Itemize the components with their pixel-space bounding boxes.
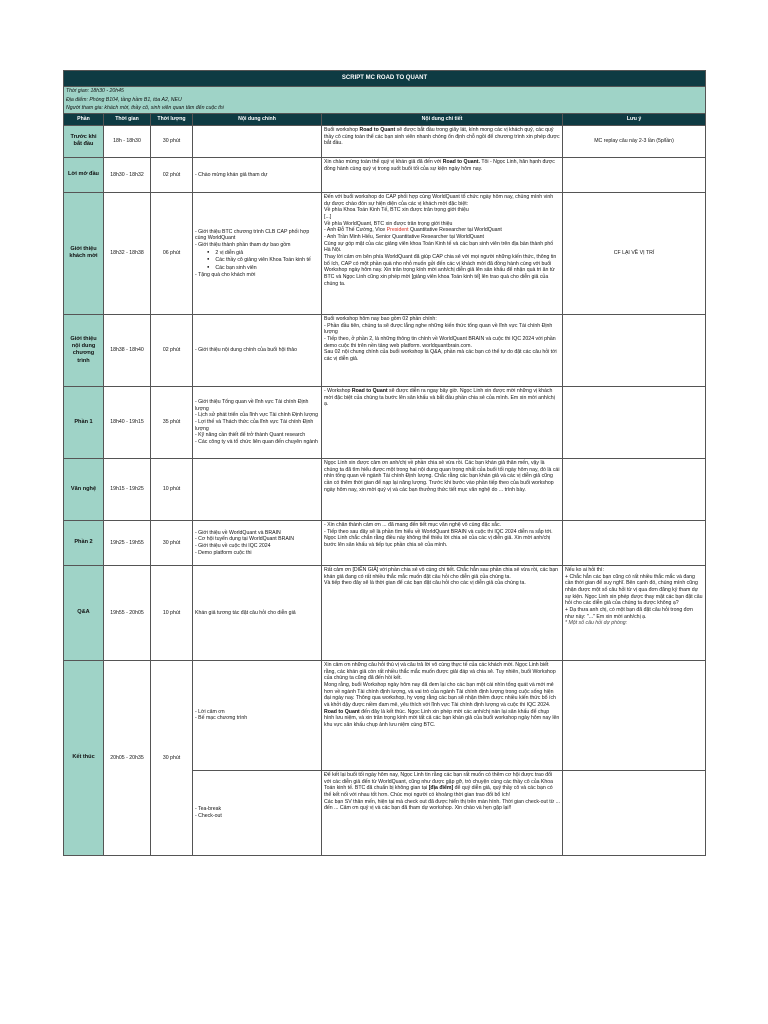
content-cell xyxy=(193,660,322,770)
text-run: [địa điểm] xyxy=(428,785,454,792)
info-participants: Người tham gia: khách mời, thầy cô, sinh viên quan tâm đến cuộc thi xyxy=(64,104,706,113)
detail-cell xyxy=(322,660,563,770)
text-line: - Giới thiệu nội dung chính của buổi hội thảo xyxy=(195,347,298,354)
text-line: - Giới thiệu về cuộc thi IQC 2024 xyxy=(195,542,271,549)
table-row xyxy=(64,157,706,192)
phase-cell: Phần 2 xyxy=(64,520,104,565)
paragraph xyxy=(324,529,560,549)
text-run: Road to Quant xyxy=(359,126,396,133)
paragraph xyxy=(324,709,560,729)
paragraph xyxy=(324,254,560,287)
text-line: - Giới thiệu về WorldQuant và BRAIN xyxy=(195,529,281,536)
text-line: - Chào mừng khán giả tham dự xyxy=(195,171,268,178)
time-cell: 19h55 - 20h05 xyxy=(104,565,151,660)
paragraph xyxy=(324,567,560,580)
paragraph xyxy=(324,194,560,207)
text-run: Thay lời cảm ơn bên phía WorldQuant đã giúp CAP chia sẻ với mọi người những kiến thức, thông tin bổ ích, CAP có một phần quà nho nhỏ muốn gửi đến các vị khách mời đã đồng hành cùng với buổi Workshop ngày hôm nay. Xin trân trọng kính mời anh/chị diễn giả lên sân khấu để nhận quà tri ân từ BTC và Ngọc Linh cũng xin phép mời [giảng viên khoa Toán kinh tế] lên trao quà cho diễn giả của chúng ta. xyxy=(324,253,557,287)
paragraph xyxy=(324,207,560,214)
table-row xyxy=(64,565,706,660)
time-cell: 18h32 - 18h38 xyxy=(104,192,151,314)
text-line: ● 2 vị diễn giả xyxy=(195,249,319,257)
paragraph xyxy=(324,522,560,529)
text-run: sẽ được bắt đầu trong giây lát, kính mong các vị khách quý, các quý thầy cô cùng toàn thể các bạn sinh viên nhanh chóng ổn định chỗ ngồi để chương trình xin phép được bắt đầu. xyxy=(324,126,560,147)
time-cell: 18h - 18h30 xyxy=(104,125,151,157)
text-run: Mong rằng, buổi Workshop ngày hôm nay đã đem lại cho các bạn một cái nhìn tổng quát và mới mẻ hơn về ngành Tài chính định lượng, và vai trò của ngành Tài chính định lượng trong cuộc sống hiện đại ngày nay. Thông qua workshop, hy vọng rằng các bạn sẽ nhận thêm được nhiều kiến thức bổ ích và khởi dậy được niềm đam mê, yêu thích với lĩnh vực Tài chính định lượng và cuộc thi IQC 2024. xyxy=(324,681,556,708)
duration-cell: 10 phút xyxy=(151,565,193,660)
text-line: - Lời cảm ơn xyxy=(195,708,225,715)
text-run: Road to Quant xyxy=(324,708,360,715)
text-line: + Dạ thưa anh chị, có một bạn đã đặt câu hỏi trong đơn như này: "..." Em xin mời anh/chị ạ. xyxy=(565,606,693,620)
paragraph xyxy=(324,460,560,493)
phase-cell: Kết thúc xyxy=(64,660,104,855)
text-line: - Check-out xyxy=(195,812,222,819)
text-run: Để kết lại buổi tối ngày hôm nay, Ngọc Linh tin rằng các bạn rất muốn có thêm cơ hội được trao đổi với các diễn giả đến từ WorldQuant, cũng như được gặp gỡ, trò chuyện cùng các thầy cô của Khoa Toán kinh tế. BTC đã chuẩn bị không gian tại xyxy=(324,771,554,792)
paragraph xyxy=(324,241,560,254)
script-table xyxy=(63,70,706,856)
time-cell: 18h38 - 18h40 xyxy=(104,314,151,386)
paragraph xyxy=(324,772,560,799)
time-cell: 18h30 - 18h32 xyxy=(104,157,151,192)
duration-cell: 02 phút xyxy=(151,314,193,386)
text-run: Tôi - Ngọc Linh, hân hạnh được đồng hành cùng quý vị trong suốt buổi tối của sự kiện ngày hôm nay. xyxy=(324,158,555,172)
content-cell xyxy=(193,520,322,565)
text-run: Về phía WorldQuant, BTC xin được trân trọng giới thiệu xyxy=(324,220,453,227)
paragraph xyxy=(324,349,560,362)
note-extra: * Một số câu hỏi dự phòng: xyxy=(565,620,628,627)
note-cell xyxy=(563,458,706,520)
duration-cell: 10 phút xyxy=(151,458,193,520)
note-cell xyxy=(563,386,706,458)
content-cell xyxy=(193,192,322,314)
text-run: Các bạn SV thân mến, hiện tại mà check out đã được hiển thị trên màn hình. Thời gian check-out từ ... đến ... Cảm ơn quý vị và các bạn đã tham dự workshop. Xin chào và hẹn gặp lại!! xyxy=(324,798,560,812)
phase-cell: Trước khi bắt đầu xyxy=(64,125,104,157)
text-run: President xyxy=(386,227,409,234)
paragraph xyxy=(324,234,560,241)
note-cell xyxy=(563,770,706,855)
page-title: SCRIPT MC ROAD TO QUANT xyxy=(64,71,706,87)
detail-cell xyxy=(322,157,563,192)
text-run: đến đây là kết thúc. Ngọc Linh xin phép mời các anh/chị nán lại sân khấu để chụp hình lưu niệm, và xin trân trọng kính mời tất cả các bạn khán giả của buổi workshop ngày hôm nay lên khu vực sân khấu chụp ảnh lưu niệm cùng BTC. xyxy=(324,708,560,728)
text-line: - Lợi thế và Thách thức của lĩnh vực Tài chính Định lượng xyxy=(195,419,314,432)
text-run: Về phía Khoa Toán Kinh Tế, BTC xin được trân trọng giới thiệu xyxy=(324,207,469,214)
content-cell xyxy=(193,458,322,520)
content-cell xyxy=(193,157,322,192)
phase-cell: Văn nghệ xyxy=(64,458,104,520)
text-run: Road to Quant xyxy=(351,387,388,394)
text-run: Buổi workshop xyxy=(324,126,360,133)
phase-cell: Lời mở đầu xyxy=(64,157,104,192)
note-cell xyxy=(563,192,706,314)
text-run: - Anh Đỗ Thế Cường, Vice xyxy=(324,227,387,234)
paragraph xyxy=(324,323,560,336)
time-cell: 19h25 - 19h55 xyxy=(104,520,151,565)
text-line: - Lịch sử phát triển của lĩnh vực Tài chính Định lượng xyxy=(195,412,319,419)
text-run: để quý diễn giả, quý thầy cô và các bạn có thể kết nối với nhau tốt hơn. Chúc mọi người có khoảng thời gian trao đổi bổ ích! xyxy=(324,785,553,798)
detail-cell xyxy=(322,520,563,565)
info-time: Thời gian: 18h30 - 20h45 xyxy=(64,87,706,96)
header-phase: Phần xyxy=(64,113,104,125)
note-cell xyxy=(563,565,706,660)
note-cell xyxy=(563,314,706,386)
content-cell xyxy=(193,565,322,660)
text-run: sẽ được diễn ra ngay bây giờ. Ngọc Linh xin được mời những vị khách mời đặc biệt của chúng ta bước lên sân khấu và bắt đầu phần chia sẻ của mình. Em xin mời anh/chị ạ. xyxy=(324,387,555,408)
note-cell xyxy=(563,660,706,770)
text-line: - Kỹ năng cần thiết để trở thành Quant research xyxy=(195,432,306,439)
content-cell xyxy=(193,770,322,855)
paragraph xyxy=(324,336,560,349)
text-run: Xin chào mừng toàn thể quý vị khán giả đã đến với xyxy=(324,158,443,165)
paragraph xyxy=(324,127,560,147)
time-cell: 20h05 - 20h35 xyxy=(104,660,151,855)
text-line: - Bế mạc chương trình xyxy=(195,715,248,722)
text-run: Ngọc Linh xin được cảm ơn anh/chị về phần chia sẻ vừa rồi. Các bạn khán giả thân mến, vậy là chúng ta đã tìm hiểu được một trong hai nội dung quan trọng nhất của buổi tối ngày hôm nay, đó là cái nhìn tổng quan về ngành Tài chính Định lượng. Chắc rằng các bạn khán giả và các vị diễn giả cũng cần có thêm thời gian để nạp lại năng lượng. Trước khi bước vào phần tiếp theo của buổi workshop ngày hôm nay, xin mời quý vị và các bạn thưởng thức tiết mục văn nghệ do ... trình bày. xyxy=(324,459,560,493)
text-run: - Anh Trần Minh Hiếu, Senior Quantitative Researcher tại WorldQuant xyxy=(324,233,484,240)
content-cell xyxy=(193,125,322,157)
content-cell xyxy=(193,386,322,458)
paragraph xyxy=(324,799,560,812)
text-line: + Chắc hẳn các bạn cũng có rất nhiều thắc mắc và đang cần thời gian để suy nghĩ. Bên cạnh đó, chúng mình cũng nhận được một số câu hỏi từ vị qua đơn đăng ký tham dự sự kiện. Ngọc Linh xin phép được thay mặt các bạn đặt câu hỏi cho các diễn giả của chúng ta được không ạ? xyxy=(565,573,703,607)
text-line: Nếu ko ai hỏi thì: xyxy=(565,566,604,573)
text-run: Đến với buổi workshop do CAP phối hợp cùng WorldQuant tổ chức ngày hôm nay, chúng mình vinh dự được chào đón sự hiện diện của các vị khách mời đặc biệt: xyxy=(324,193,554,207)
text-line: MC replay câu này 2-3 lần (5p/lần) xyxy=(594,138,674,145)
paragraph xyxy=(324,316,560,323)
text-line: - Tea-break xyxy=(195,806,222,813)
table-row xyxy=(64,386,706,458)
text-run: Rất cảm ơn [DIỄN GIẢ] với phần chia sẻ vô cùng chi tiết. Chắc hẳn sau phần chia sẻ vừa rồi, các bạn khán giả đang có rất nhiều thắc mắc muốn đặt câu hỏi cho diễn giả của chúng ta. xyxy=(324,566,559,580)
duration-cell: 35 phút xyxy=(151,386,193,458)
paragraph xyxy=(324,682,560,709)
text-run: Buổi workshop hôm nay bao gồm 02 phần chính: xyxy=(324,315,437,322)
text-run: - Xin chân thành cảm ơn ... đã mang đến tiết mục văn nghệ vô cùng đặc sắc. xyxy=(324,521,501,528)
time-cell: 18h40 - 19h15 xyxy=(104,386,151,458)
paragraph xyxy=(324,227,560,234)
header-content: Nội dung chính xyxy=(193,113,322,125)
text-line: - Giới thiệu Tổng quan về lĩnh vực Tài chính Định lượng xyxy=(195,399,309,412)
text-line: - Tặng quà cho khách mời xyxy=(195,271,256,278)
table-row xyxy=(64,660,706,770)
duration-cell: 30 phút xyxy=(151,125,193,157)
detail-cell xyxy=(322,314,563,386)
phase-cell: Giới thiệu nội dung chương trình xyxy=(64,314,104,386)
phase-cell: Giới thiệu khách mời xyxy=(64,192,104,314)
text-line: - Demo platform cuộc thi xyxy=(195,549,252,556)
header-detail: Nội dung chi tiết xyxy=(322,113,563,125)
duration-cell: 30 phút xyxy=(151,520,193,565)
time-cell: 19h15 - 19h25 xyxy=(104,458,151,520)
table-row xyxy=(64,125,706,157)
table-row xyxy=(64,520,706,565)
detail-cell xyxy=(322,125,563,157)
paragraph xyxy=(324,388,560,408)
text-run: - Workshop xyxy=(324,387,352,394)
note-cell xyxy=(563,520,706,565)
paragraph xyxy=(324,580,560,587)
text-run: Và tiếp theo đây sẽ là thời gian để các bạn đặt câu hỏi cho các vị diễn giả của chúng ta. xyxy=(324,580,526,587)
text-run: - Tiếp theo, ở phần 2, là những thông tin chính về WorldQuant BRAIN và cuộc thi IQC 2024 với phần demo cuộc thi trên nền tảng web platform. worldquantbrain.com. xyxy=(324,335,556,349)
table-row xyxy=(64,192,706,314)
text-run: Sau 02 nội chung chính của buổi workshop là Q&A, phần mà các bạn có thể tự do đặt các câu hỏi tới các vị diễn giả. xyxy=(324,349,557,362)
text-line: - Giới thiệu thành phần tham dự bao gồm xyxy=(195,241,291,248)
duration-cell: 06 phút xyxy=(151,192,193,314)
duration-cell: 30 phút xyxy=(151,660,193,855)
text-line: - Giới thiệu BTC chương trình CLB CAP phối hợp cùng WorldQuant xyxy=(195,228,310,242)
paragraph xyxy=(324,159,560,172)
header-time: Thời gian xyxy=(104,113,151,125)
script-sheet xyxy=(63,70,705,856)
text-line: ● Các bạn sinh viên xyxy=(195,264,319,272)
note-cell xyxy=(563,125,706,157)
phase-cell: Phần 1 xyxy=(64,386,104,458)
header-duration: Thời lượng xyxy=(151,113,193,125)
table-row xyxy=(64,458,706,520)
text-run: Cùng sự góp mặt của các giảng viên khoa Toán Kinh tế và các bạn sinh viên trên địa bàn thành phố Hà Nội. xyxy=(324,240,554,254)
detail-cell xyxy=(322,386,563,458)
detail-cell xyxy=(322,192,563,314)
text-line: Khán giả tương tác đặt câu hỏi cho diễn giả xyxy=(195,609,296,616)
paragraph xyxy=(324,214,560,221)
text-run: - Phần đầu tiên, chúng ta sẽ được lắng nghe những kiến thức tổng quan về lĩnh vực Tài chính Định lượng xyxy=(324,322,553,336)
info-location: Địa điểm: Phòng B104, tầng hầm B1, tòa A2, NEU xyxy=(64,96,706,105)
paragraph xyxy=(324,662,560,682)
detail-cell xyxy=(322,770,563,855)
note-cell xyxy=(563,157,706,192)
phase-cell: Q&A xyxy=(64,565,104,660)
text-line: CF LẠI VỀ VỊ TRÍ xyxy=(613,250,655,257)
text-run: Road to Quant. xyxy=(442,158,480,165)
content-cell xyxy=(193,314,322,386)
text-line: - Các công ty và tổ chức liên quan đến chuyên ngành xyxy=(195,439,318,446)
text-run: [...] xyxy=(324,213,332,220)
table-row xyxy=(64,314,706,386)
text-line: - Cơ hội tuyển dụng tại WorldQuant BRAIN xyxy=(195,536,295,543)
text-line: ● Các thầy cô giảng viên Khoa Toán kinh tế xyxy=(195,256,319,264)
text-run: Quantitative Researcher tại WorldQuant xyxy=(408,227,502,234)
detail-cell xyxy=(322,565,563,660)
text-run: Xin cảm ơn những câu hỏi thú vị và câu trả lời vô cùng thực tế của các khách mời. Ngọc Linh biết rằng, các khán giả còn rất nhiều thắc mắc muốn được giải đáp và chia sẻ. Tuy nhiên, buổi Workshop của chúng ta cũng đã đến hồi kết. xyxy=(324,661,556,682)
detail-cell xyxy=(322,458,563,520)
text-run: - Tiếp theo sau đây sẽ là phần tìm hiểu về WorldQuant BRAIN và cuộc thi IQC 2024 diễn ra sắp tới. Ngọc Linh chắc chắn rằng điều này không thể thiếu lời chia sẻ của các vị diễn giả. Xin mời anh/chị bước lên sân khấu và tiếp tục phần chia sẻ của mình. xyxy=(324,528,553,548)
duration-cell: 02 phút xyxy=(151,157,193,192)
header-note: Lưu ý xyxy=(563,113,706,125)
